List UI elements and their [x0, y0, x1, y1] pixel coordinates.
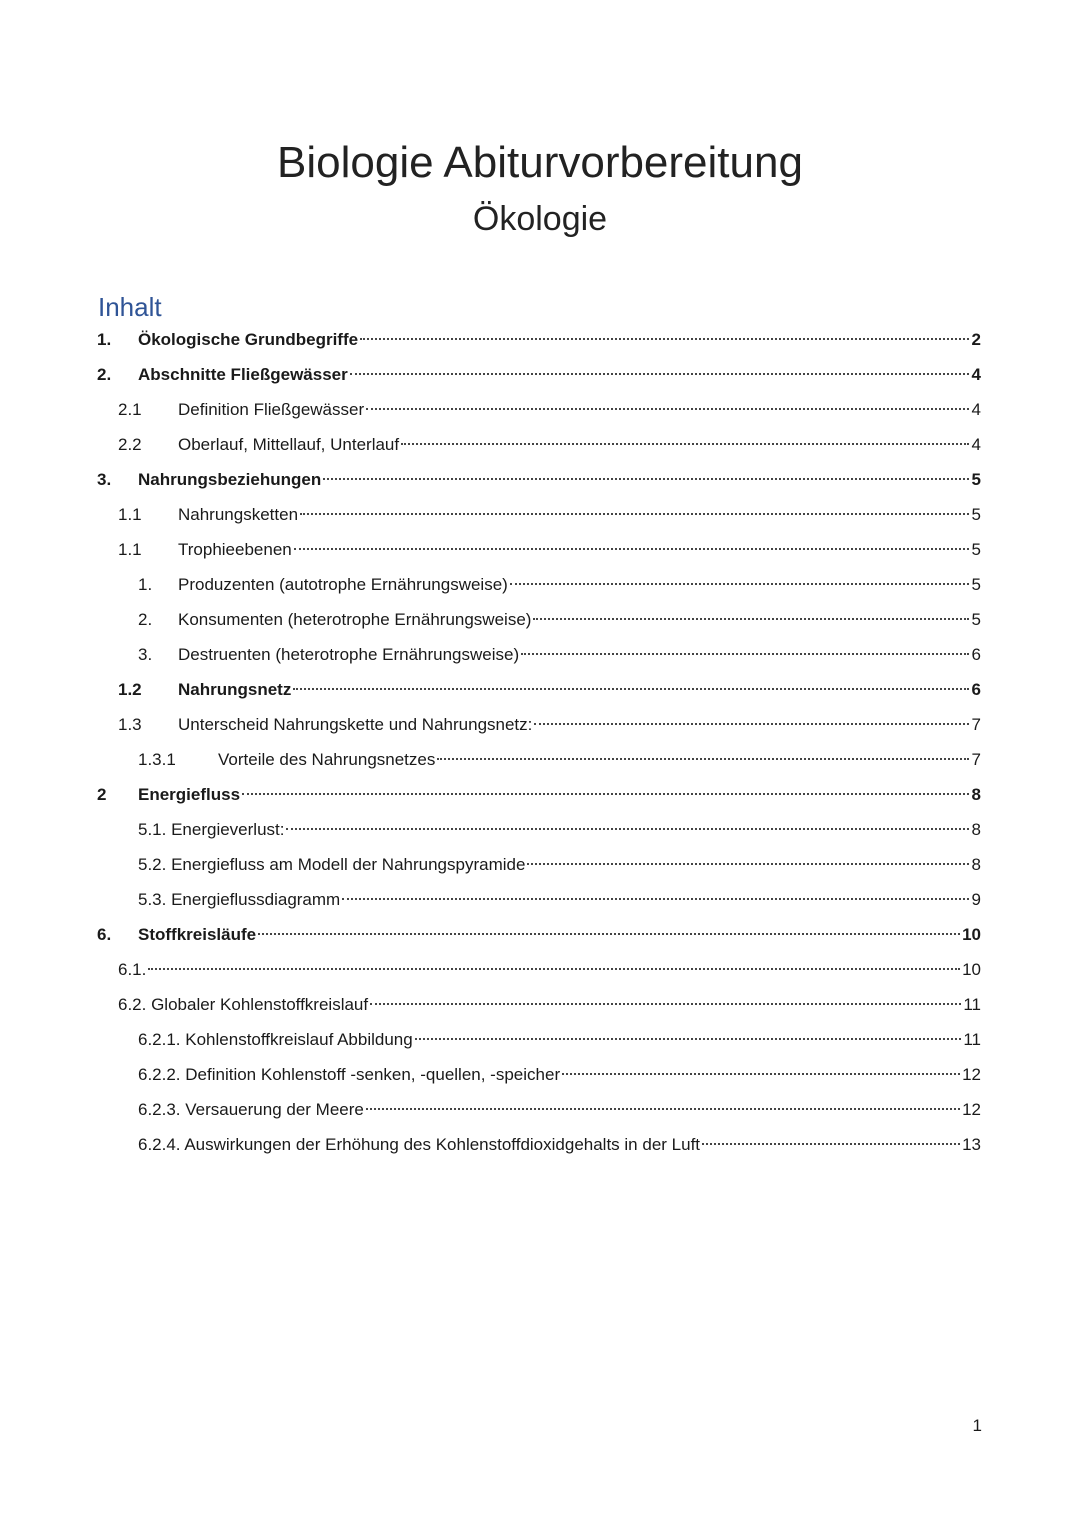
- toc-entry[interactable]: [0, 707, 1080, 742]
- toc-entry-title: Nahrungsketten: [178, 505, 299, 524]
- toc-dot-leader: [510, 582, 969, 585]
- toc-entry-number: 2: [97, 785, 107, 804]
- toc-entry-number: 3.: [138, 645, 153, 664]
- toc-dot-leader: [415, 1037, 962, 1040]
- toc-entry-number: 1.2: [118, 680, 142, 699]
- toc-entry-title: Abschnitte Fließgewässer: [138, 365, 348, 384]
- toc-entry-page: 5: [971, 470, 981, 489]
- toc-entry[interactable]: [0, 637, 1080, 672]
- toc-entry-title: 6.2.3. Versauerung der Meere: [138, 1100, 364, 1119]
- toc-dot-leader: [360, 337, 969, 340]
- toc-entry[interactable]: [0, 1022, 1080, 1057]
- toc-dot-leader: [533, 617, 969, 620]
- toc-entry-title: Stoffkreisläufe: [138, 925, 257, 944]
- toc-dot-leader: [293, 687, 969, 690]
- toc-entry[interactable]: [0, 952, 1080, 987]
- toc-dot-leader: [342, 897, 969, 900]
- toc-entry-title: 6.1.: [118, 960, 147, 979]
- toc-entry-page: 6: [971, 645, 981, 664]
- toc-dot-leader: [702, 1142, 960, 1145]
- toc-entry[interactable]: [0, 917, 1080, 952]
- toc-entry[interactable]: [0, 357, 1080, 392]
- toc-entry[interactable]: [0, 1127, 1080, 1162]
- toc-entry-number: 1.3.1: [138, 750, 176, 769]
- toc-entry-page: 4: [971, 435, 981, 454]
- toc-entry-page: 13: [962, 1135, 981, 1154]
- toc-entry-number: 1.: [138, 575, 153, 594]
- toc-entry-title: Nahrungsnetz: [178, 680, 292, 699]
- toc-dot-leader: [294, 547, 969, 550]
- toc-entry-page: 12: [962, 1065, 981, 1084]
- toc-entry-number: 1.1: [118, 540, 142, 559]
- toc-entry-page: 4: [971, 400, 981, 419]
- toc-entry-title: 6.2. Globaler Kohlenstoffkreislauf: [118, 995, 369, 1014]
- toc-dot-leader: [527, 862, 969, 865]
- toc-dot-leader: [258, 932, 960, 935]
- document-title: Biologie Abiturvorbereitung: [277, 138, 803, 187]
- toc-entry[interactable]: [0, 462, 1080, 497]
- toc-entry[interactable]: [0, 882, 1080, 917]
- toc-entry-page: 5: [971, 540, 981, 559]
- toc-dot-leader: [534, 722, 969, 725]
- toc-entry-title: 5.2. Energiefluss am Modell der Nahrungspyramide: [138, 855, 526, 874]
- toc-entry-title: 6.2.1. Kohlenstoffkreislauf Abbildung: [138, 1030, 413, 1049]
- toc-entry[interactable]: [0, 1092, 1080, 1127]
- toc-entry[interactable]: [0, 672, 1080, 707]
- toc-entry[interactable]: [0, 1057, 1080, 1092]
- toc-dot-leader: [437, 757, 969, 760]
- toc-dot-leader: [286, 827, 969, 830]
- toc-entry-title: 6.2.4. Auswirkungen der Erhöhung des Kohlenstoffdioxidgehalts in der Luft: [138, 1135, 701, 1154]
- toc-entry[interactable]: [0, 322, 1080, 357]
- toc-entry-page: 5: [971, 505, 981, 524]
- page-number: 1: [972, 1416, 982, 1435]
- toc-entry-title: 6.2.2. Definition Kohlenstoff -senken, -quellen, -speicher: [138, 1065, 561, 1084]
- document-subtitle: Ökologie: [472, 200, 608, 238]
- toc-dot-leader: [366, 1107, 960, 1110]
- toc-entry-title: Destruenten (heterotrophe Ernährungsweise): [178, 645, 520, 664]
- toc-entry-title: Ökologische Grundbegriffe: [138, 330, 359, 349]
- toc-entry-page: 5: [971, 575, 981, 594]
- toc-dot-leader: [242, 792, 969, 795]
- toc-entry-title: Unterscheid Nahrungskette und Nahrungsnetz:: [178, 715, 533, 734]
- toc-entry-number: 3.: [97, 470, 112, 489]
- toc-entry-title: Produzenten (autotrophe Ernährungsweise): [178, 575, 508, 594]
- toc-entry-page: 11: [963, 1030, 981, 1049]
- toc-entry-page: 8: [971, 855, 981, 874]
- toc-entry[interactable]: [0, 812, 1080, 847]
- toc-dot-leader: [148, 967, 960, 970]
- toc-entry-title: Nahrungsbeziehungen: [138, 470, 322, 489]
- toc-entry[interactable]: [0, 987, 1080, 1022]
- toc-entry-page: 7: [971, 715, 981, 734]
- toc-entry-page: 8: [971, 785, 981, 804]
- toc-entry-title: Vorteile des Nahrungsnetzes: [218, 750, 436, 769]
- toc-entry-number: 6.: [97, 925, 112, 944]
- toc-dot-leader: [562, 1072, 960, 1075]
- toc-entry-number: 2.1: [118, 400, 142, 419]
- toc-entry-page: 11: [963, 995, 981, 1014]
- toc-dot-leader: [370, 1002, 961, 1005]
- toc-entry-number: 2.: [97, 365, 112, 384]
- toc-heading: Inhalt: [98, 292, 162, 322]
- toc-entry-title: Konsumenten (heterotrophe Ernährungsweise): [178, 610, 532, 629]
- toc-entry-page: 6: [971, 680, 981, 699]
- toc-entry-number: 1.: [97, 330, 112, 349]
- toc-entry-number: 2.2: [118, 435, 142, 454]
- toc-dot-leader: [350, 372, 969, 375]
- toc-entry[interactable]: [0, 602, 1080, 637]
- toc-entry[interactable]: [0, 532, 1080, 567]
- toc-dot-leader: [521, 652, 969, 655]
- toc-dot-leader: [300, 512, 969, 515]
- toc-entry-title: Definition Fließgewässer: [178, 400, 365, 419]
- toc-entry-number: 2.: [138, 610, 153, 629]
- toc-entry-number: 1.1: [118, 505, 142, 524]
- toc-entry-number: 1.3: [118, 715, 142, 734]
- toc-dot-leader: [323, 477, 969, 480]
- toc-entry[interactable]: [0, 742, 1080, 777]
- toc-entry-page: 10: [962, 960, 981, 979]
- toc-dot-leader: [401, 442, 969, 445]
- toc-entry-page: 9: [971, 890, 981, 909]
- toc-entry[interactable]: [0, 847, 1080, 882]
- toc-entry-page: 4: [971, 365, 981, 384]
- toc-entry-title: Energiefluss: [138, 785, 241, 804]
- toc-entry[interactable]: [0, 497, 1080, 532]
- toc-entry-page: 2: [971, 330, 981, 349]
- toc-entry[interactable]: [0, 567, 1080, 602]
- toc-entry-page: 7: [971, 750, 981, 769]
- toc-entry-title: 5.3. Energieflussdiagramm: [138, 890, 341, 909]
- toc-entry-page: 12: [962, 1100, 981, 1119]
- toc-entry-page: 10: [962, 925, 981, 944]
- toc-dot-leader: [366, 407, 969, 410]
- toc-entry-title: Oberlauf, Mittellauf, Unterlauf: [178, 435, 400, 454]
- toc-entry-page: 5: [971, 610, 981, 629]
- toc-entry-page: 8: [971, 820, 981, 839]
- toc-entry-title: Trophieebenen: [178, 540, 292, 559]
- toc-entry[interactable]: [0, 392, 1080, 427]
- toc-entry[interactable]: [0, 777, 1080, 812]
- toc-entry[interactable]: [0, 427, 1080, 462]
- toc-entry-title: 5.1. Energieverlust:: [138, 820, 285, 839]
